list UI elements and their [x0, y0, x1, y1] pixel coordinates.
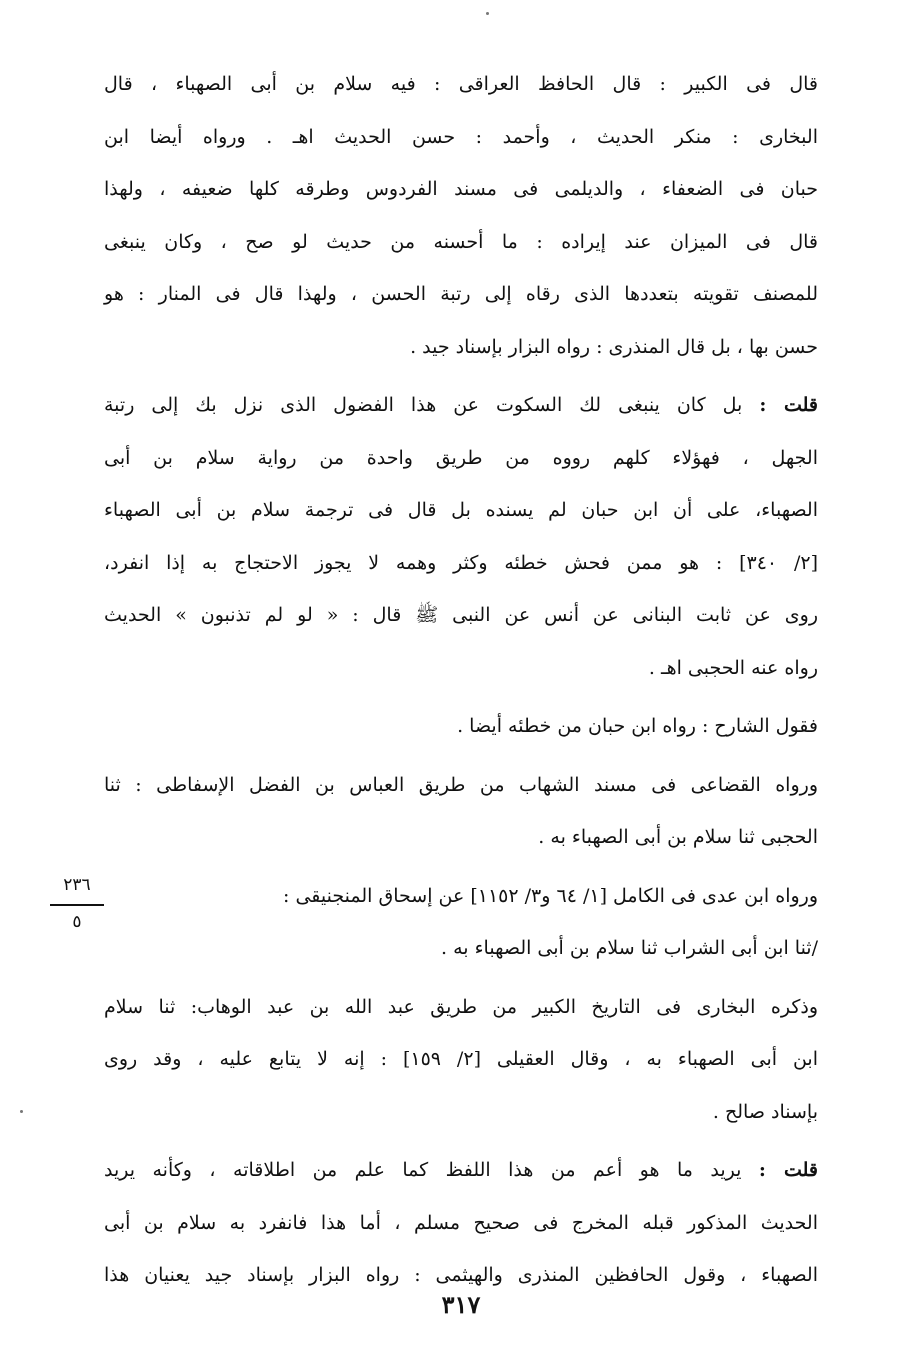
text-line-rest: يريد ما هو أعم من هذا اللفظ كما علم من اطلاقاته ، وكأنه يريد	[104, 1159, 742, 1181]
text-line	[104, 1144, 818, 1197]
paragraph	[104, 58, 818, 373]
text-line: [٢/ ٣٤٠] : هو ممن فحش خطئه وكثر وهمه لا يجوز الاحتجاج به إذا انفرد،	[104, 551, 818, 574]
body-text	[104, 58, 818, 1302]
text-line: فقول الشارح : رواه ابن حبان من خطئه أيضا .	[457, 715, 818, 737]
text-line: الصهباء ، وقول الحافظين المنذرى والهيثمى : رواه البزار بإسناد جيد يعنيان هذا	[104, 1264, 818, 1286]
text-line: /ثنا ابن أبى الشراب ثنا سلام بن أبى الصهباء به .	[441, 937, 818, 959]
text-line: حسن بها ، بل قال المنذرى : رواه البزار بإسناد جيد .	[410, 335, 818, 358]
text-line: الصهباء، على أن ابن حبان لم يسنده بل قال فى ترجمة سلام بن أبى الصهباء	[104, 499, 818, 521]
margin-divider	[50, 904, 104, 906]
paragraph	[104, 870, 818, 975]
paragraph-lead: قلت :	[759, 394, 818, 416]
paragraph	[104, 759, 818, 864]
text-line: رواه عنه الحجبى اهـ .	[648, 656, 818, 679]
margin-volume-number: ٢٣٦	[63, 875, 91, 895]
text-line: قال فى الميزان عند إيراده : ما أحسنه من حديث لو صح ، وكان ينبغى	[104, 230, 818, 253]
text-line: الحديث المذكور قبله المخرج فى صحيح مسلم ، أما هذا فانفرد به سلام بن أبى	[104, 1211, 818, 1234]
text-line	[104, 379, 818, 432]
text-line: للمصنف تقويته بتعددها الذى رقاه إلى رتبة الحسن ، ولهذا قال فى المنار : هو	[104, 283, 818, 305]
scan-speck	[486, 12, 489, 15]
text-line: وذكره البخارى فى التاريخ الكبير من طريق عبد الله بن عبد الوهاب: ثنا سلام	[104, 995, 818, 1018]
paragraph	[104, 700, 818, 753]
margin-page-reference	[50, 874, 104, 932]
text-line: ابن أبى الصهباء به ، وقال العقيلى [٢/ ١٥٩] : إنه لا يتابع عليه ، وقد روى	[104, 1048, 818, 1070]
text-line: قال فى الكبير : قال الحافظ العراقى : فيه سلام بن أبى الصهباء ، قال	[104, 73, 818, 95]
text-line: روى عن ثابت البنانى عن أنس عن النبى ﷺ قال : « لو لم تذنبون » الحديث	[104, 604, 818, 626]
text-line: حبان فى الضعفاء ، والديلمى فى مسند الفردوس وطرقه كلها ضعيفه ، ولهذا	[104, 178, 818, 200]
text-line: بإسناد صالح .	[712, 1100, 818, 1123]
text-line: البخارى : منكر الحديث ، وأحمد : حسن الحديث اهـ . ورواه أيضا ابن	[104, 125, 818, 148]
text-line-rest: بل كان ينبغى لك السكوت عن هذا الفضول الذى نزل بك إلى رتبة	[104, 394, 743, 416]
scan-speck	[20, 1110, 23, 1113]
text-line: ورواه ابن عدى فى الكامل [١/ ٦٤ و٣/ ١١٥٢] عن إسحاق المنجنيقى :	[283, 884, 818, 907]
text-line: الحجبى ثنا سلام بن أبى الصهباء به .	[538, 826, 818, 848]
paragraph	[104, 379, 818, 694]
page-number: ٣١٧	[441, 1290, 481, 1319]
text-line: الجهل ، فهؤلاء كلهم رووه من طريق واحدة من رواية سلام بن أبى	[104, 446, 818, 469]
text-line: ورواه القضاعى فى مسند الشهاب من طريق العباس بن الفضل الإسفاطى : ثنا	[104, 773, 818, 796]
paragraph	[104, 981, 818, 1139]
paragraph	[104, 1144, 818, 1302]
margin-page-number: ٥	[72, 912, 82, 932]
paragraph-lead: قلت :	[758, 1159, 818, 1181]
